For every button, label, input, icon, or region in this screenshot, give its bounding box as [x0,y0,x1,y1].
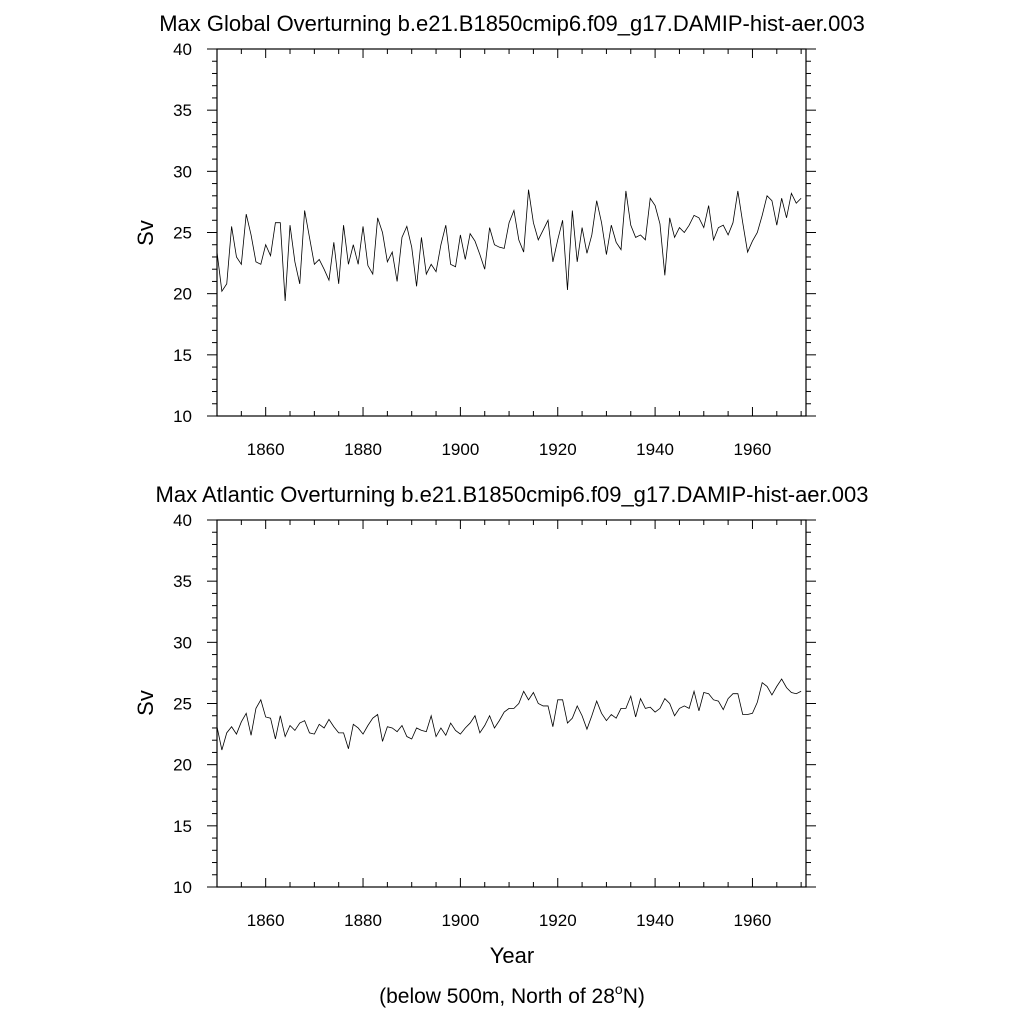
overturning-series-line [217,679,801,750]
x-tick-label: 1920 [538,911,577,930]
global-y-axis-label: Sv [133,220,158,246]
footnote-degree-superscript: o [614,981,623,997]
atlantic-plot-area [173,511,816,930]
y-tick-label: 35 [173,572,192,592]
footnote [379,981,645,1008]
y-tick-label: 25 [173,694,192,714]
x-tick-label: 1960 [733,440,772,459]
atlantic-y-axis-label: Sv [133,690,158,716]
y-tick-label: 15 [173,345,192,365]
y-tick-label: 40 [173,511,192,530]
y-tick-label: 15 [173,816,192,836]
x-tick-label: 1880 [344,440,382,459]
plot-frame [217,49,806,416]
footnote-suffix: N) [622,985,645,1008]
y-tick-label: 10 [173,878,192,897]
x-tick-label: 1900 [441,911,480,930]
global-overturning-panel [133,11,865,459]
atlantic-overturning-panel [133,482,868,968]
x-axis-label: Year [489,943,535,968]
x-tick-label: 1900 [441,440,480,459]
x-tick-label: 1860 [246,440,285,459]
y-tick-label: 20 [173,284,192,304]
x-tick-label: 1920 [538,440,577,459]
global-panel-title: Max Global Overturning b.e21.B1850cmip6.f09_g17.DAMIP-hist-aer.003 [159,11,865,36]
x-tick-label: 1880 [344,911,382,930]
x-tick-label: 1960 [733,911,772,930]
global-plot-area [173,40,816,459]
y-tick-label: 30 [173,633,192,653]
y-tick-label: 10 [173,407,192,426]
overturning-series-line [217,190,801,301]
plot-frame [217,520,806,887]
x-tick-label: 1940 [636,911,675,930]
y-tick-label: 20 [173,755,192,775]
y-tick-label: 25 [173,223,192,243]
y-tick-label: 35 [173,101,192,121]
y-tick-label: 30 [173,162,192,182]
footnote-prefix: (below 500m, North of 28 [379,985,615,1008]
x-tick-label: 1940 [636,440,675,459]
atlantic-panel-title: Max Atlantic Overturning b.e21.B1850cmip6.f09_g17.DAMIP-hist-aer.003 [155,482,869,507]
y-tick-label: 40 [173,40,192,59]
x-tick-label: 1860 [246,911,285,930]
